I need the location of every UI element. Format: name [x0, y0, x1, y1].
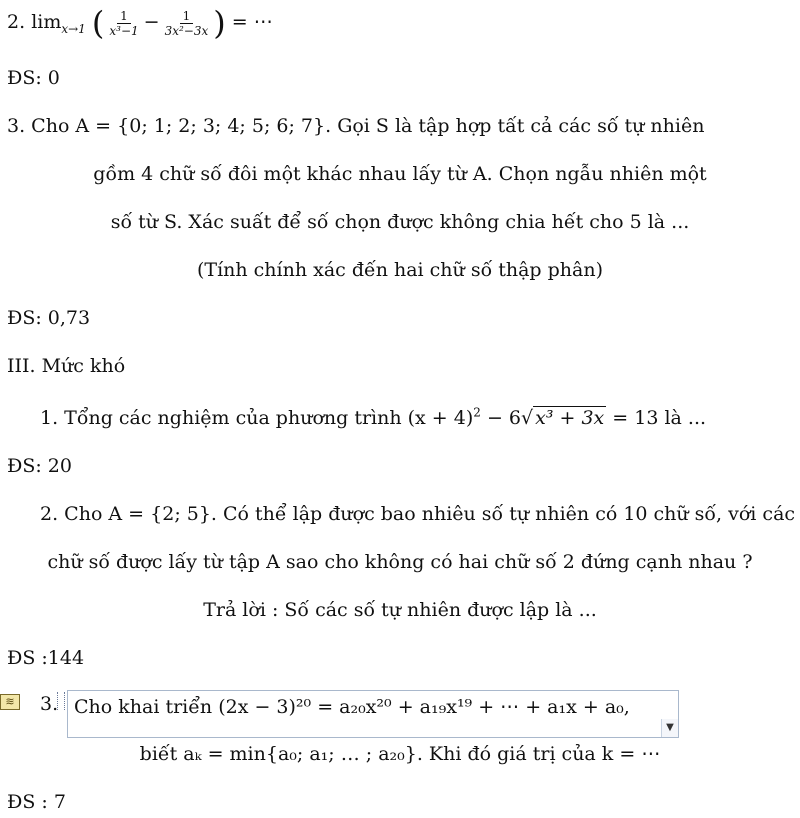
q3-line-4: (Tính chính xác đến hai chữ số thập phân) — [196, 259, 604, 281]
hard2-line-2: chữ số được lấy từ tập A sao cho không có hai chữ số 2 đứng cạnh nhau ? — [47, 551, 753, 573]
minus-sign: − — [143, 11, 160, 33]
hard2-line-1: 2. Cho A = {2; 5}. Có thể lập được bao nhiêu số tự nhiên có 10 chữ số, với các — [40, 503, 796, 525]
hard3-line-2: biết aₖ = min{a₀; a₁; … ; a₂₀}. Khi đó giá trị của k = ⋯ — [139, 743, 661, 765]
hard1-suffix: = 13 là ... — [606, 407, 707, 429]
equation-text: Cho khai triển (2x − 3)²⁰ = a₂₀x²⁰ + a₁₉x¹⁹ + ⋯ + a₁x + a₀, — [74, 696, 630, 718]
hard1-answer: ĐS: 20 — [7, 455, 72, 477]
fraction-2: $\frac{1}{\text{3x²−3x}}$ — [164, 8, 209, 38]
hard1-exponent: 2 — [473, 405, 481, 420]
hard3-answer: ĐS : 7 — [7, 791, 66, 813]
radicand: x³ + 3x — [535, 407, 605, 429]
section-heading: III. Mức khó — [7, 355, 126, 377]
fraction-1: $\frac{1}{\text{x³−1}}$ — [109, 8, 139, 38]
q2-limit-line — [7, 4, 273, 42]
equation-box[interactable] — [67, 690, 679, 738]
q2-answer: ĐS: 0 — [7, 67, 60, 89]
drag-handle[interactable] — [57, 692, 65, 710]
hard1-prefix: 1. Tổng các nghiệm của phương trình (x + 4) — [40, 407, 474, 429]
hard3-number: 3. — [40, 693, 59, 715]
q2-number: 2. — [7, 11, 26, 33]
q3-line-2: gồm 4 chữ số đôi một khác nhau lấy từ A. Chọn ngẫu nhiên một — [93, 163, 707, 185]
q3-answer: ĐS: 0,73 — [7, 307, 91, 329]
equation-dropdown-button[interactable]: ▼ — [661, 719, 678, 737]
sqrt-expression: √ x³ + 3x — [521, 407, 605, 429]
q3-line-3: số từ S. Xác suất để số chọn được không chia hết cho 5 là ... — [110, 211, 690, 233]
equation-anchor-icon[interactable]: ≋ — [0, 694, 20, 710]
lim-label: lim — [31, 11, 62, 33]
hard1-line — [40, 404, 706, 432]
right-paren: ) — [213, 4, 226, 42]
hard2-line-3: Trả lời : Số các số tự nhiên được lập là ... — [203, 599, 597, 621]
hard2-answer: ĐS :144 — [7, 647, 85, 669]
left-paren: ( — [91, 4, 105, 42]
q3-line-1: 3. Cho A = {0; 1; 2; 3; 4; 5; 6; 7}. Gọi S là tập hợp tất cả các số tự nhiên — [7, 115, 705, 137]
lim-subscript: x→1 — [61, 21, 86, 36]
hard1-mid: − 6 — [480, 407, 521, 429]
q2-tail: = ⋯ — [231, 11, 273, 33]
